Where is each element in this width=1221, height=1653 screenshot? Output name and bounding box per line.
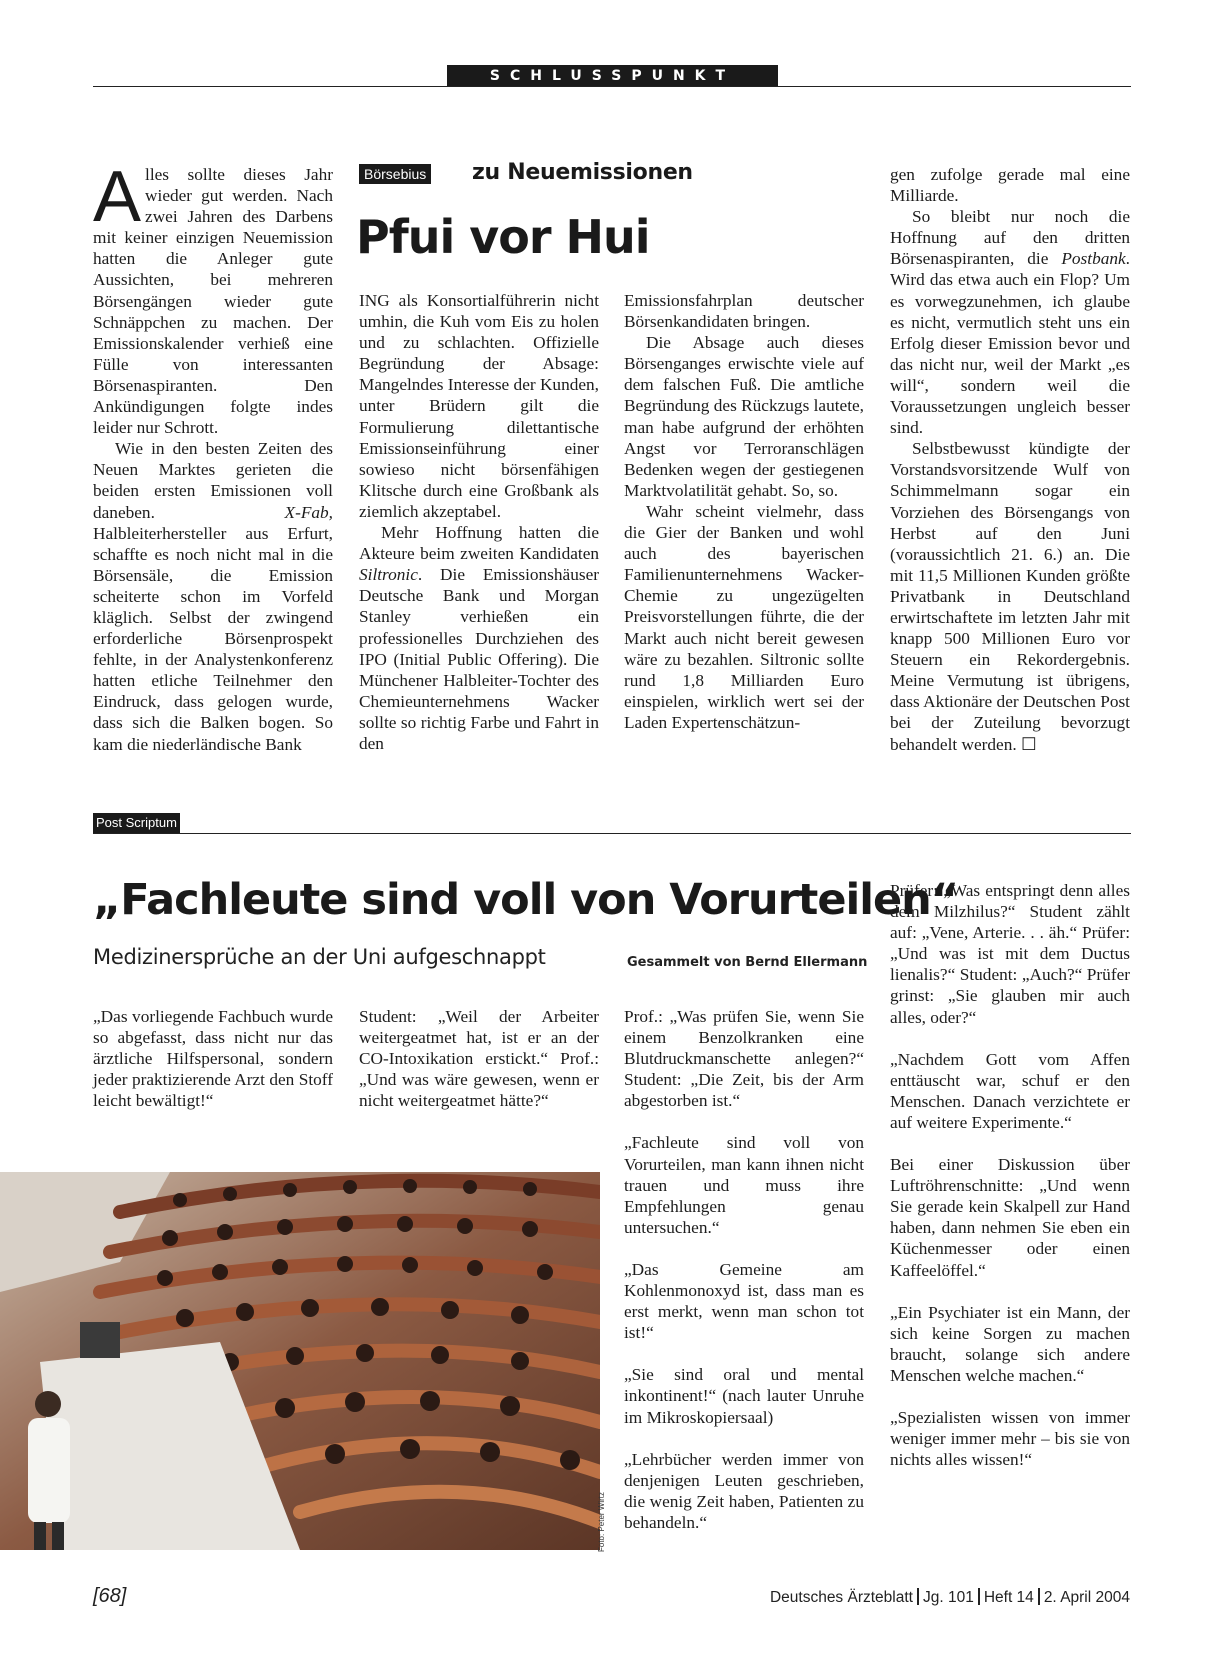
publication-info — [770, 1588, 1130, 1607]
article-paragraph: ING als Konsortialführerin nicht umhin, die Kuh vom Eis zu holen und zu schlachten. Offizielle Begründung der Absage: Mangelndes Interesse der Kunden, unter Brüdern gilt die Formulierung dilettantische Emissionseinführung einer sowieso nicht börsenfähigen Klitsche durch eine Großbank als ziemlich akzeptabel. — [359, 291, 599, 521]
quotes-column-4 — [890, 880, 1130, 1470]
section-rule — [93, 833, 1131, 834]
publication-name: Deutsches Ärzteblatt — [769, 1589, 913, 1606]
article-paragraph: Die Absage auch dieses Börsenganges erwischte viele auf dem falschen Fuß. Die amtliche Begründung des Rückzugs lautete, man habe aufgrund der erhöhten Angst vor Terroranschlägen Bedenken wegen der gestiegenen Marktvolatilität gehabt. So, so. — [624, 333, 864, 500]
article-paragraph: Selbstbewusst kündigte der Vorstandsvorsitzende Wulf von Schimmelmann sogar ein Vorziehen des Börsengangs von Herbst auf den Juni (voraussichtlich 21. 6.) an. Die mit 11,5 Millionen Kunden größte Privatbank in Deutschland erwirtschaftete im letzten Jahr mit knapp 500 Millionen Euro vor Steuern ein Rekordergebnis. Meine Vermutung ist übrigens, dass Aktionäre der Deutschen Post bei der Zuteilung bevorzugt behandelt werden. ☐ — [890, 439, 1130, 754]
issue: Heft 14 — [983, 1589, 1034, 1606]
article-paragraph: So bleibt nur noch die Hoffnung auf den dritten Börsenaspiranten, die Postbank. Wird das etwa auch ein Flop? Um es vorwegzunehmen, ich glaube es nicht, vermutlich steht uns ein Erfolg dieser Emission bevor und das nicht nur, weil der Markt „es will“, sondern weil die Voraussetzungen ungleich besser sind. — [890, 207, 1130, 438]
article-paragraph: gen zufolge gerade mal eine Milliarde. — [890, 165, 1130, 206]
separator — [1038, 1588, 1040, 1605]
page-number: [68] — [93, 1585, 127, 1607]
byline: Gesammelt von Bernd Ellermann — [627, 955, 868, 970]
postscriptum-subheadline: Medizinersprüche an der Uni aufgeschnappt — [93, 945, 546, 969]
column-tag-postscriptum: Post Scriptum — [93, 813, 180, 833]
issue-date: 2. April 2004 — [1043, 1589, 1130, 1606]
quotes-column-3 — [624, 1006, 864, 1533]
quotes-column-1 — [93, 1006, 333, 1111]
drop-cap: A — [93, 157, 142, 237]
quote: Bei einer Diskussion über Luftröhrenschnitte: „Und wenn Sie gerade kein Skalpell zur Hand haben, dann nehmen Sie eben ein Küchenmesser oder einen Kaffeelöffel.“ — [890, 1155, 1130, 1280]
quote: „Ein Psychiater ist ein Mann, der sich keine Sorgen zu machen braucht, solange sich andere Menschen welche machen.“ — [890, 1302, 1130, 1385]
separator — [917, 1588, 919, 1605]
quote: „Sie sind oral und mental inkontinent!“ (nach lauter Unruhe im Mikroskopiersaal) — [624, 1365, 864, 1427]
quote: „Lehrbücher werden immer von denjenigen Leuten geschrieben, die wenig Zeit haben, Patienten zu behandeln.“ — [624, 1449, 864, 1532]
quotes-column-2 — [359, 1006, 599, 1111]
separator — [978, 1588, 980, 1605]
article-paragraph: Mehr Hoffnung hatten die Akteure beim zweiten Kandidaten Siltronic. Die Emissionshäuser Deutsche Bank und Morgan Stanley verhießen ein professionelles Durchziehen des IPO (Initial Public Offering). Die Münchener Halbleiter-Tochter des Chemieunternehmens Wacker sollte so richtig Farbe und Fahrt in den — [359, 523, 599, 753]
article-column-4 — [890, 164, 1130, 755]
quote: Student: „Weil der Arbeiter weitergeatmet hat, ist er an der CO-Intoxikation erstickt.“ Prof.: „Und was wäre gewesen, wenn er nicht weitergeatmet hätte?“ — [359, 1007, 599, 1111]
quote: „Nachdem Gott vom Affen enttäuscht war, schuf er den Menschen. Danach verzichtete er auf weitere Experimente.“ — [890, 1049, 1130, 1132]
volume: Jg. 101 — [922, 1589, 974, 1606]
article-column-1 — [93, 157, 333, 755]
article-column-3 — [624, 290, 864, 733]
quote: „Fachleute sind voll von Vorurteilen, man kann ihnen nicht trauen und muss ihre Empfehlungen genau untersuchen.“ — [624, 1133, 864, 1237]
quote: Prof.: „Was prüfen Sie, wenn Sie einem Benzolkranken eine Blutdruckmanschette anlegen?“ Student: „Die Zeit, bis der Arm abgestorben ist.“ — [624, 1007, 864, 1111]
article-paragraph: Wahr scheint vielmehr, dass die Gier der Banken und wohl auch des bayerischen Familienunternehmens Wacker-Chemie zu ungezügelten Preisvorstellungen führte, die der Markt auch nicht bereit gewesen wäre zu bezahlen. Siltronic sollte rund 1,8 Milliarden Euro einspielen, wirklich wert sei der Laden Expertenschätzun- — [624, 501, 864, 732]
section-label: SCHLUSSPUNKT — [447, 65, 778, 87]
quote: „Das vorliegende Fachbuch wurde so abgefasst, dass nicht nur das ärztliche Hilfspersonal, sondern jeder praktizierende Arzt den Stoff leicht bewältigt!“ — [93, 1007, 333, 1111]
article-paragraph: lles sollte dieses Jahr wieder gut werden. Nach zwei Jahren des Darbens mit keiner einzigen Neuemission hatten die Anleger gute Aussichten, bei mehreren Börsengängen wieder gute Schnäppchen zu machen. Der Emissionskalender verhieß eine Fülle von interessanten Börsenaspiranten. Den Ankündigungen folgte indes leider nur Schrott. — [93, 165, 333, 438]
end-mark: ☐ — [1021, 734, 1037, 754]
quote: „Spezialisten wissen von immer weniger immer mehr – bis sie von nichts alles wissen!“ — [890, 1407, 1130, 1470]
article-paragraph: Emissionsfahrplan deutscher Börsenkandidaten bringen. — [624, 291, 864, 332]
column-tag-boersebius: Börsebius — [359, 164, 431, 184]
header-rule — [93, 86, 1131, 87]
photo-credit: Foto: Peter Wirtz — [597, 1491, 606, 1552]
postscriptum-headline: „Fachleute sind voll von Vorurteilen“ — [93, 875, 959, 925]
quote: Prüfer: „Was entspringt denn alles dem Milzhilus?“ Student zählt auf: „Vene, Arterie. . . äh.“ Prüfer: „Und was ist mit dem Ductus lienalis?“ Student: „Auch?“ Prüfer grinst: „Sie glauben mir auch alles, oder?“ — [890, 881, 1130, 1027]
article-kicker: zu Neuemissionen — [472, 160, 693, 185]
article-column-2 — [359, 290, 599, 754]
lecture-hall-photo — [0, 1172, 600, 1550]
article-paragraph: Wie in den besten Zeiten des Neuen Marktes gerieten die beiden ersten Emissionen voll daneben. X-Fab, Halbleiterhersteller aus Erfurt, schaffte es noch nicht mal in die Börsensäle, die Emission scheiterte schon im Vorfeld kläglich. Selbst der zwingend erforderliche Börsenprospekt fehlte, in der Analystenkonferenz hatten etliche Teilnehmer den Eindruck, dass gelogen wurde, dass sich die Balken bogen. So kam die niederländische Bank — [93, 439, 333, 754]
quote: „Das Gemeine am Kohlenmonoxyd ist, dass man es erst merkt, wenn man schon tot ist!“ — [624, 1259, 864, 1343]
article-headline: Pfui vor Hui — [356, 210, 650, 264]
